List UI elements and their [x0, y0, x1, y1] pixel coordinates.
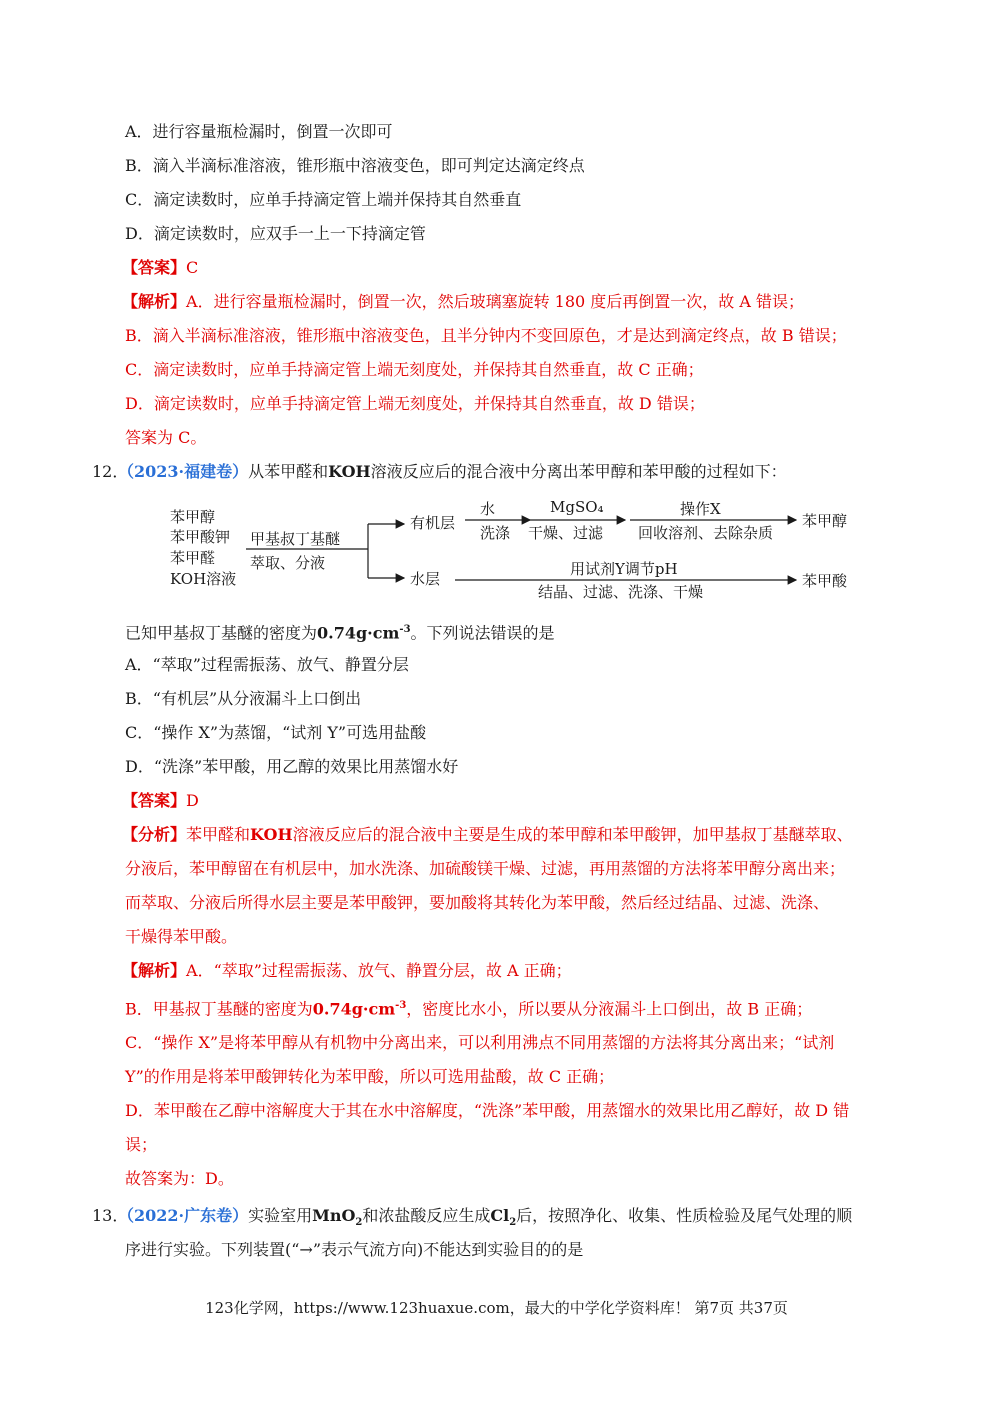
flow-product-1: 苯甲醇 [802, 512, 848, 530]
flow-step1-top: 甲基叔丁基醚 [250, 530, 341, 548]
q12-known-2: 。下列说法错误的是 [410, 623, 555, 643]
flow-input-4: KOH溶液 [170, 570, 237, 588]
q12-jiexi-c1: C．“操作 X”是将苯甲醇从有机物中分离出来，可以利用沸点不同用蒸馏的方法将其分离出来；“试剂 [125, 1033, 835, 1052]
jiexi-a-text: A．进行容量瓶检漏时，倒置一次，然后玻璃塞旋转 180 度后再倒置一次，故 A 错误； [186, 292, 805, 311]
flow-aqueous-layer: 水层 [410, 570, 441, 588]
q11-option-d: D．滴定读数时，应双手一上一下持滴定管 [125, 224, 426, 243]
flow-ph-top: 用试剂Y调节pH [570, 560, 678, 578]
q13-stem-line2: 序进行实验。下列装置(“→”表示气流方向)不能达到实验目的的是 [125, 1240, 584, 1259]
q11-jiexi-d: D．滴定读数时，应单手持滴定管上端无刻度处，并保持其自然垂直，故 D 错误； [125, 394, 705, 413]
flow-opx-top: 操作X [680, 500, 721, 518]
q13-cl2-sub: 2 [509, 1217, 517, 1229]
fenxi-tag: 【分析】 [122, 825, 187, 844]
flow-organic-layer: 有机层 [410, 514, 456, 532]
q11-answer [122, 258, 198, 278]
q12-stem-1: 从苯甲醛和 [248, 462, 329, 481]
q12-jiexi-c2: Y”的作用是将苯甲酸钾转化为苯甲酸，所以可选用盐酸，故 C 正确； [125, 1067, 615, 1086]
answer-value: D [186, 791, 199, 810]
fenxi-1a: 苯甲醛和 [186, 825, 251, 844]
flow-input-3: 苯甲醛 [170, 549, 216, 567]
q11-option-b: B．滴入半滴标准溶液，锥形瓶中溶液变色，即可判定达滴定终点 [125, 156, 585, 175]
flow-step1-bottom: 萃取、分液 [250, 554, 326, 572]
q13-stem [118, 1206, 852, 1233]
flow-ph-bottom: 结晶、过滤、洗涤、干燥 [538, 583, 704, 601]
q12-known-exp: -3 [399, 624, 411, 635]
q11-jiexi-c: C．滴定读数时，应单手持滴定管上端无刻度处，并保持其自然垂直，故 C 正确； [125, 360, 704, 379]
q12-jiexi-b [125, 996, 812, 1019]
q12-stem-2: 溶液反应后的混合液中分离出苯甲醇和苯甲酸的过程如下： [370, 462, 787, 481]
q12-stem [118, 462, 787, 482]
q12-option-a: A．“萃取”过程需振荡、放气、静置分层 [125, 655, 409, 674]
q13-mno2: MnO [312, 1206, 356, 1225]
q12-fenxi-4: 干燥得苯甲酸。 [125, 927, 238, 946]
q11-jiexi-a [122, 292, 804, 312]
q12-option-b: B．“有机层”从分液漏斗上口倒出 [125, 689, 362, 708]
q13-cl2: Cl [490, 1206, 510, 1225]
jiexi-b1: B．甲基叔丁基醚的密度为 [125, 999, 313, 1019]
q13-stem-2: 和浓盐酸反应生成 [362, 1206, 491, 1225]
jiexi-b-density: 0.74g·cm [312, 999, 396, 1019]
jiexi-b-exp: -3 [395, 1000, 407, 1011]
q13-number: 13． [92, 1206, 129, 1225]
flow-mgso4-bottom: 干燥、过滤 [528, 524, 604, 542]
q12-known [125, 620, 555, 643]
q12-source: （2023·福建卷） [118, 462, 249, 481]
flow-water-bottom: 洗涤 [480, 524, 511, 542]
q12-known-density: 0.74g·cm [317, 623, 400, 643]
q11-option-c: C．滴定读数时，应单手持滴定管上端并保持其自然垂直 [125, 190, 522, 209]
q12-known-1: 已知甲基叔丁基醚的密度为 [125, 623, 318, 643]
q12-number: 12． [92, 462, 129, 481]
q12-stem-koh: KOH [328, 462, 371, 481]
q12-option-d: D．“洗涤”苯甲酸，用乙醇的效果比用蒸馏水好 [125, 757, 459, 776]
jiexi-a-text: A．“萃取”过程需振荡、放气、静置分层，故 A 正确； [186, 961, 572, 980]
q12-final-answer: 故答案为：D。 [125, 1169, 234, 1188]
q12-answer [122, 791, 199, 811]
page-footer: 123化学网，https://www.123huaxue.com，最大的中学化学资料库！ 第7页 共37页 [205, 1299, 788, 1317]
jiexi-b2: ，密度比水小，所以要从分液漏斗上口倒出，故 B 正确； [406, 999, 813, 1019]
answer-tag: 【答案】 [122, 791, 187, 810]
answer-value: C [186, 258, 199, 277]
flow-mgso4-top: MgSO₄ [550, 498, 604, 516]
q13-stem-3: 后，按照净化、收集、性质检验及尾气处理的顺 [516, 1206, 853, 1225]
q12-jiexi-d2: 误； [125, 1135, 158, 1154]
jiexi-tag: 【解析】 [122, 292, 187, 311]
q12-fenxi-3: 而萃取、分液后所得水层主要是苯甲酸钾，要加酸将其转化为苯甲酸，然后经过结晶、过滤、洗涤、 [125, 893, 830, 912]
q12-flow-diagram [160, 496, 990, 606]
jiexi-tag: 【解析】 [122, 961, 187, 980]
flow-input-1: 苯甲醇 [170, 508, 216, 526]
flow-opx-bottom: 回收溶剂、去除杂质 [638, 524, 774, 542]
q11-final-answer: 答案为 C。 [125, 428, 207, 447]
q12-fenxi-2: 分液后，苯甲醇留在有机层中，加水洗涤、加硫酸镁干燥、过滤，再用蒸馏的方法将苯甲醇分离出来； [125, 859, 846, 878]
answer-tag: 【答案】 [122, 258, 187, 277]
q11-jiexi-b: B．滴入半滴标准溶液，锥形瓶中溶液变色，且半分钟内不变回原色，才是达到滴定终点，故 B 错误； [125, 326, 847, 345]
q13-source: （2022·广东卷） [118, 1206, 249, 1225]
q11-option-a: A．进行容量瓶检漏时，倒置一次即可 [125, 122, 393, 141]
flow-product-2: 苯甲酸 [802, 572, 848, 590]
flow-water-top: 水 [480, 500, 496, 518]
q12-jiexi-d1: D．苯甲酸在乙醇中溶解度大于其在水中溶解度，“洗涤”苯甲酸，用蒸馏水的效果比用乙醇好，故 D 错 [125, 1101, 850, 1120]
q13-stem-1: 实验室用 [248, 1206, 313, 1225]
fenxi-koh: KOH [250, 825, 293, 844]
fenxi-1b: 溶液反应后的混合液中主要是生成的苯甲醇和苯甲酸钾，加甲基叔丁基醚萃取、 [292, 825, 853, 844]
q12-option-c: C．“操作 X”为蒸馏，“试剂 Y”可选用盐酸 [125, 723, 427, 742]
q12-jiexi-a [122, 961, 572, 981]
flow-input-2: 苯甲酸钾 [170, 528, 231, 546]
q12-fenxi-1 [122, 825, 853, 845]
q13-mno2-sub: 2 [355, 1217, 363, 1229]
